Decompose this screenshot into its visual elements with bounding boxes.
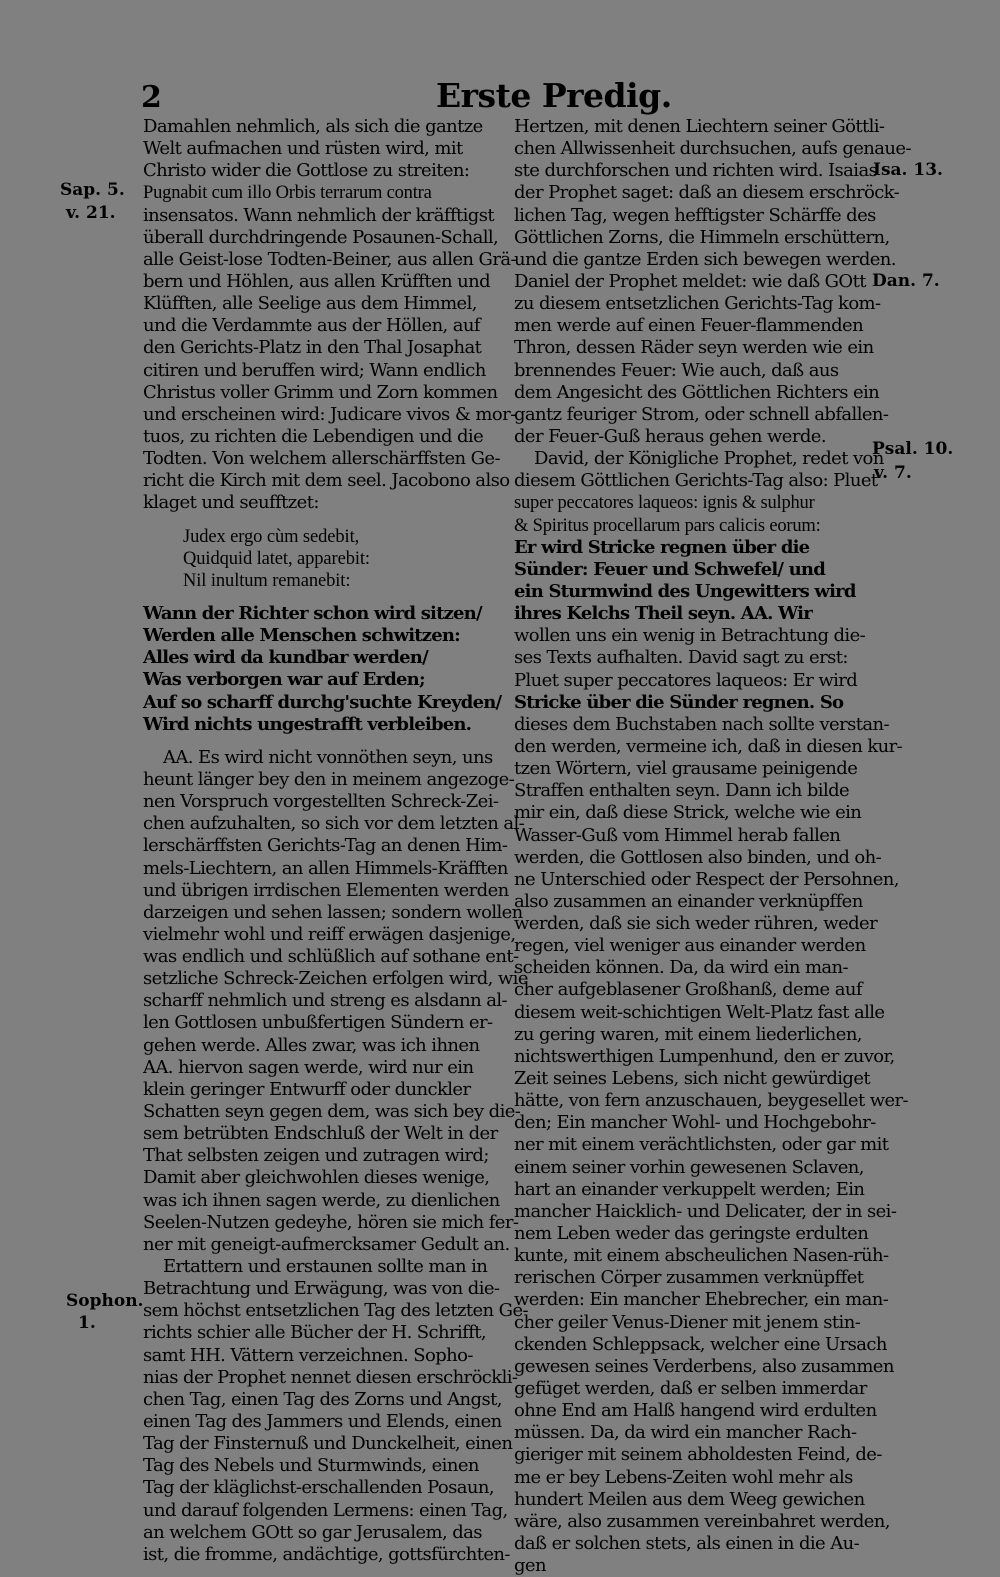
text-line: ste durchforschen und richten wird. Isaias [514,160,878,182]
left-column-paragraph [143,116,516,515]
text-line: an welchem GOtt so gar Jerusalem, das [143,1521,482,1543]
text-line: alle Geist-lose Todten-Beiner, aus allen Grä- [143,248,516,270]
left-column-sermon-text [143,746,528,1566]
text-line: klein geringer Entwurff oder dunckler [143,1078,471,1100]
text-line: men werde auf einen Feuer-flammenden [514,315,864,337]
text-line: samt HH. Vättern verzeichnen. Sopho- [143,1344,473,1366]
german-verse [143,602,502,736]
text-line: ner mit einem verächtlichsten, oder gar mit [514,1134,889,1156]
text-line: mancher Haicklich- und Delicater, der in sei- [514,1200,897,1222]
margin-note-sophon-2: 1. [78,1313,96,1333]
text-line: insensatos. Wann nehmlich der kräfftigst [143,204,494,226]
german-verse-line: Wird nichts ungestrafft verbleiben. [143,713,472,735]
text-line: ckenden Schleppsack, welcher eine Ursach [514,1333,887,1355]
text-line: regen, viel weniger aus einander werden [514,935,866,957]
text-line: gewesen seines Verderbens, also zusammen [514,1355,894,1377]
text-line: gehen werde. Alles zwar, was ich ihnen [143,1034,480,1056]
text-line: Christus voller Grimm und Zorn kommen [143,381,498,403]
text-line: sem betrübten Endschluß der Welt in der [143,1123,498,1145]
text-line: AA. hiervon sagen werde, wird nur ein [143,1056,474,1078]
text-line: kunte, mit einem abscheulichen Nasen-rüh- [514,1245,889,1267]
latin-verse-line: Quidquid latet, apparebit: [183,548,370,569]
text-line: überall durchdringende Posaunen-Schall, [143,226,499,248]
text-line: hundert Meilen aus dem Weeg gewichen [514,1488,865,1510]
text-line: Damahlen nehmlich, als sich die gantze [143,116,483,137]
text-line: bern und Höhlen, aus allen Krüfften und [143,270,491,292]
text-line: werden, daß sie sich weder rühren, weder [514,913,878,935]
latin-verse-line: Judex ergo cùm sedebit, [183,526,360,547]
text-line: rerischen Cörper zusammen verknüpffet [514,1267,864,1289]
text-line: und erscheinen wird: Judicare vivos & mor- [143,403,516,425]
text-line: diesem weit-schichtigen Welt-Platz fast alle [514,1001,885,1023]
text-line: zu gering waren, mit einem liederlichen, [514,1023,862,1045]
margin-note-sap-1: Sap. 5. [60,180,125,200]
german-verse-line: Wann der Richter schon wird sitzen/ [143,602,482,624]
text-line: und die Verdammte aus der Höllen, auf [143,315,480,337]
margin-note-sap-2: v. 21. [66,203,116,223]
text-line: Zeit seines Lebens, sich nicht gewürdiget [514,1068,871,1090]
text-line: Tag der Finsternuß und Dunckelheit, einen [143,1433,513,1455]
text-line: hart an einander verkuppelt werden; Ein [514,1178,865,1200]
text-line: Klüfften, alle Seelige aus dem Himmel, [143,293,477,315]
text-line: Betrachtung und Erwägung, was von die- [143,1278,500,1300]
text-line: Straffen enthalten seyn. Dann ich bilde [514,780,850,802]
text-line: me er bey Lebens-Zeiten wohl mehr als [514,1466,853,1488]
text-line: lerschärffsten Gerichts-Tag an denen Him- [143,835,508,857]
text-line: zu diesem entsetzlichen Gerichts-Tag kom- [514,293,881,315]
text-line: heunt länger bey den in meinem angezoge- [143,768,515,790]
margin-note-psal-2: v. 7. [874,463,912,483]
text-line: Damit aber gleichwohlen dieses wenige, [143,1167,490,1189]
text-line: chen Allwissenheit durchsuchen, aufs genaue- [514,138,911,160]
text-line: lichen Tag, wegen hefftigster Schärffe des [514,204,876,226]
text-line: einen Tag des Jammers und Elends, einen [143,1411,502,1433]
text-line: was endlich und schlüßlich auf sothane ent- [143,946,519,968]
text-line: dieses dem Buchstaben nach sollte verstan- [514,713,889,735]
text-line: citiren und beruffen wird; Wann endlich [143,359,486,381]
text-line: nen Vorspruch vorgestellten Schreck-Zei- [143,791,499,813]
text-line: ner mit geneigt-aufmercksamer Gedult an. [143,1233,510,1255]
text-line: Göttlichen Zorns, die Himmeln erschüttern, [514,226,890,248]
text-line: wäre, also zusammen vereinbahret werden, [514,1510,890,1532]
text-line: Thron, dessen Räder seyn werden wie ein [514,337,874,359]
text-line: len Gottlosen unbußfertigen Sündern er- [143,1012,493,1034]
text-line: den werden, vermeine ich, daß in diesen kur- [514,735,903,757]
text-line: brennendes Feuer: Wie auch, daß aus [514,359,839,381]
running-header: Erste Predig. [436,76,672,115]
text-line: nichtswerthigen Lumpenhund, den er zuvor, [514,1045,895,1067]
text-line: ne Unterschied oder Respect der Persohnen, [514,868,899,890]
text-line: Ertattern und erstaunen sollte man in [163,1256,488,1278]
text-line: dem Angesicht des Göttlichen Richters ein [514,381,880,403]
text-line: Tag des Nebels und Sturmwinds, einen [143,1455,479,1477]
text-line: tuos, zu richten die Lebendigen und die [143,425,484,447]
text-line: scheiden können. Da, da wird ein man- [514,957,849,979]
text-line: ses Texts aufhalten. David sagt zu erst: [514,647,848,669]
text-line: und darauf folgenden Lermens: einen Tag, [143,1499,508,1521]
text-line: also zusammen an einander verknüpffen [514,890,863,912]
text-line: Pluet super peccatores laqueos: Er wird [514,669,858,691]
text-line: vielmehr wohl und reiff erwägen dasjenige, [143,923,516,945]
german-verse-line: Auf so scharff durchg'suchte Kreyden/ [143,691,502,713]
text-line: David, der Königliche Prophet, redet von [534,448,884,470]
latin-verse [143,526,497,592]
text-line: Welt aufmachen und rüsten wird, mit [143,138,463,160]
margin-note-dan: Dan. 7. [872,271,940,291]
text-line: Wasser-Guß vom Himmel herab fallen [514,824,841,846]
text-line: klaget und seufftzet: [143,492,319,514]
german-verse-line: Werden alle Menschen schwitzen: [143,625,461,647]
text-line: Christo wider die Gottlose zu streiten: [143,160,470,182]
text-line: chen Tag, einen Tag des Zorns und Angst, [143,1388,502,1410]
text-line: AA. Es wird nicht vonnöthen seyn, uns [163,746,493,768]
text-line: den; Ein mancher Wohl- und Hochgebohr- [514,1112,876,1134]
german-verse-line: Was verborgen war auf Erden; [143,669,425,691]
text-line: Stricke über die Sünder regnen. So [514,691,844,713]
left-column [143,116,528,1566]
german-verse-line: Alles wird da kundbar werden/ [143,647,428,669]
text-line: cher aufgeblasener Großhanß, deme auf [514,979,862,1001]
text-line: richt die Kirch mit dem seel. Jacobono also [143,470,510,492]
text-line: chen aufzuhalten, so sich vor dem letzten al- [143,813,525,835]
text-line: daß er solchen stets, als einen in die Au- [514,1533,860,1554]
text-line: der Prophet saget: daß an diesem erschröck- [514,182,900,204]
text-line: mir ein, daß diese Strick, welche wie ein [514,802,862,824]
text-line: hätte, von fern anzuschauen, beygesellet wer- [514,1090,909,1112]
text-line: wollen uns ein wenig in Betrachtung die- [514,625,866,647]
text-line: und übrigen irrdischen Elementen werden [143,879,509,901]
text-line: Tag der kläglichst-erschallenden Posaun, [143,1477,494,1499]
text-line: ein Sturmwind des Ungewitters wird [514,580,856,602]
text-line: Seelen-Nutzen gedeyhe, hören sie mich fer- [143,1211,519,1233]
text-line: That selbsten zeigen und zutragen wird; [143,1145,489,1167]
text-line: Er wird Stricke regnen über die [514,536,810,558]
text-line: ist, die fromme, andächtige, gottsfürchten- [143,1543,510,1565]
text-line: gen [514,1555,546,1577]
text-line: den Gerichts-Platz in den Thal Josaphat [143,337,482,359]
text-line: ihres Kelchs Theil seyn. AA. Wir [514,603,812,625]
text-line: super peccatores laqueos: ignis & sulphur [514,493,815,514]
text-line: tzen Wörtern, viel grausame peinigende [514,758,858,780]
latin-verse-line: Nil inultum remanebit: [183,570,351,591]
text-line: & Spiritus procellarum pars calicis eorum: [514,515,821,536]
margin-note-psal-1: Psal. 10. [872,439,954,459]
margin-note-sophon-1: Sophon. [66,1291,144,1311]
text-line: nem Leben weder das geringste erdulten [514,1223,869,1245]
text-line: und die gantze Erden sich bewegen werden. [514,248,896,270]
text-line: gantz feuriger Strom, oder schnell abfallen- [514,403,889,425]
margin-note-isa: Isa. 13. [873,160,943,180]
text-line: Daniel der Prophet meldet: wie daß GOtt [514,270,866,292]
text-line: nias der Prophet nennet diesen erschröckli- [143,1366,518,1388]
text-line: ohne End am Halß hangend wird erdulten [514,1400,877,1422]
text-line: werden, die Gottlosen also binden, und oh- [514,846,882,868]
text-line: Schatten seyn gegen dem, was sich bey die- [143,1101,521,1123]
text-line: einem seiner vorhin gewesenen Sclaven, [514,1156,864,1178]
text-line: darzeigen und sehen lassen; sondern wollen [143,901,523,923]
text-line: gefüget werden, daß er selben immerdar [514,1378,867,1400]
text-line: der Feuer-Guß heraus gehen werde. [514,425,826,447]
text-line: mels-Liechtern, an allen Himmels-Kräfften [143,857,508,879]
text-line: richts schier alle Bücher der H. Schrifft, [143,1322,487,1344]
text-line: setzliche Schreck-Zeichen erfolgen wird, wie [143,968,528,990]
text-line: müssen. Da, da wird ein mancher Rach- [514,1422,857,1444]
text-line: Hertzen, mit denen Liechtern seiner Göttli- [514,116,885,137]
text-line: Pugnabit cum illo Orbis terrarum contra [143,183,432,204]
text-line: Todten. Von welchem allerschärffsten Ge- [143,448,500,470]
text-line: scharff nehmlich und streng es alsdann al- [143,990,507,1012]
text-line: diesem Göttlichen Gerichts-Tag also: Pluet [514,470,878,492]
page-number: 2 [141,80,162,115]
text-line: cher geiler Venus-Diener mit jenem stin- [514,1311,861,1333]
text-line: werden: Ein mancher Ehebrecher, ein man- [514,1289,889,1311]
text-line: sem höchst entsetzlichen Tag des letzten Ge- [143,1300,528,1322]
text-line: Sünder: Feuer und Schwefel/ und [514,558,825,580]
text-line: was ich ihnen sagen werde, zu dienlichen [143,1189,500,1211]
text-line: gieriger mit seinem abholdesten Feind, de- [514,1444,882,1466]
